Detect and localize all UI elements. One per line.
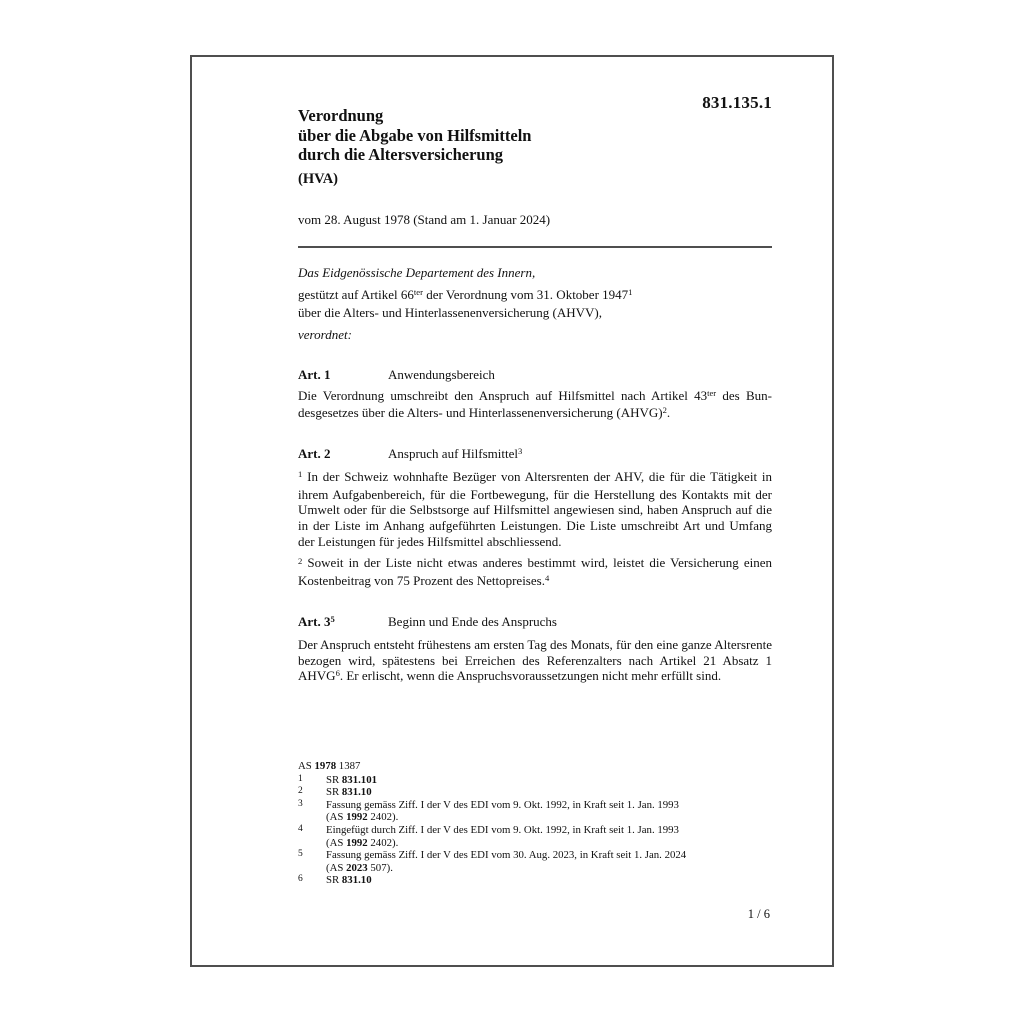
page-sheet xyxy=(190,55,834,967)
footnote-row-5 xyxy=(298,849,772,874)
article-3-title: Beginn und Ende des Anspruchs xyxy=(388,613,557,629)
footnote-text-2: SR 831.10 xyxy=(326,786,372,799)
article-2-paragraph-2: $^2$ Soweit in der Liste nicht etwas anderes bestimmt wird, leistet die Versicherung einen Kostenbeitrag von 75 Prozent des Nettopreises.$^4$ xyxy=(298,555,772,589)
date-line: vom 28. August 1978 (Stand am 1. Januar 2024) xyxy=(298,211,551,227)
footnote-number-4: 4 xyxy=(298,823,303,834)
preamble-decree: verordnet: xyxy=(298,327,352,342)
page-body xyxy=(298,57,772,686)
footnote-number-1: 1 xyxy=(298,773,303,784)
footnote-as-reference: AS 1978 1387 xyxy=(298,760,361,772)
article-1-title: Anwendungsbereich xyxy=(388,366,495,382)
article-2-heading xyxy=(298,445,772,464)
footnote-number-5: 5 xyxy=(298,849,303,860)
preamble-basis: gestützt auf Artikel $66^{ter}$ der Verordnung vom 31. Oktober 1947$^1$ über die Alters- und Hinterlassenenversicherung (AHVV), xyxy=(298,287,633,320)
doc-number: 831.135.1 xyxy=(702,93,772,112)
article-3 xyxy=(298,613,772,686)
footnote-text-4: Eingefügt durch Ziff. I der V des EDI vom 9. Okt. 1992, in Kraft seit 1. Jan. 1993 (AS 1992 2402). xyxy=(326,823,679,849)
footnote-text-1: SR 831.101 xyxy=(326,773,377,786)
article-2 xyxy=(298,445,772,591)
page-number: 1 / 6 xyxy=(747,907,770,921)
footnote-row-1 xyxy=(298,774,772,787)
title-line-1: Verordnung xyxy=(298,106,384,125)
footnotes-section xyxy=(298,760,772,887)
article-1-heading xyxy=(298,366,772,383)
footnote-text-3: Fassung gemäss Ziff. I der V des EDI vom 9. Okt. 1992, in Kraft seit 1. Jan. 1993 (AS 1992 2402). xyxy=(326,798,679,824)
footnote-number-2: 2 xyxy=(298,786,303,797)
title-line-3: durch die Altersversicherung xyxy=(298,145,504,164)
article-2-paragraph-1: $^1$ In der Schweiz wohnhafte Bezüger von Altersrenten der AHV, die für die Tätigkeit in ihrem Aufgabenbereich, für die Fortbewegung, für die Herstellung des Kontakts mit der Umwelt oder für die Selbstsorge auf Hilfsmittel angewiesen sind, haben Anspruch auf die in der Liste im Anhang aufgeführten Leistungen. Die Liste umschreibt Art und Umfang der Leistungen für jedes Hilfsmittel abschliessend. xyxy=(298,468,772,549)
document-title xyxy=(298,106,772,165)
separator-rule xyxy=(298,246,772,248)
footnote-row-6 xyxy=(298,874,772,887)
footnote-number-6: 6 xyxy=(298,874,303,885)
footnote-number-3: 3 xyxy=(298,798,303,809)
preamble-authority: Das Eidgenössische Departement des Innern, xyxy=(298,264,536,280)
footnote-text-6: SR 831.10 xyxy=(326,874,372,887)
document-abbreviation: (HVA) xyxy=(298,170,339,187)
footnote-row-2 xyxy=(298,786,772,799)
footnote-row-3 xyxy=(298,799,772,824)
article-1-label: Art. 1 xyxy=(298,366,331,382)
article-1 xyxy=(298,366,772,423)
footnote-text-5: Fassung gemäss Ziff. I der V des EDI vom 30. Aug. 2023, in Kraft seit 1. Jan. 2024 (AS 2023 507). xyxy=(326,849,687,874)
article-2-title: Anspruch auf Hilfsmittel$^3$ xyxy=(388,445,523,461)
article-3-label: Art. $3^5$ xyxy=(298,613,335,629)
article-2-label: Art. 2 xyxy=(298,445,331,461)
footnote-row-4 xyxy=(298,824,772,849)
article-3-heading xyxy=(298,613,772,632)
article-1-paragraph-1: Die Verordnung umschreibt den Anspruch auf Hilfsmittel nach Artikel $43^{ter}$ des Bundesgesetzes über die Alters- und Hinterlassenenversicherung (AHVG)$^2$. xyxy=(298,387,772,421)
title-line-2: über die Abgabe von Hilfsmitteln xyxy=(298,125,532,145)
article-3-paragraph-1: Der Anspruch entsteht frühestens am ersten Tag des Monats, für den eine ganze Altersrente bezogen wird, spätestens bei Erreichen des Referenzalters nach Artikel 21 Absatz 1 AHVG$^6$. Er erlischt, wenn die Anspruchsvoraussetzungen nicht mehr erfüllt sind. xyxy=(298,636,772,684)
